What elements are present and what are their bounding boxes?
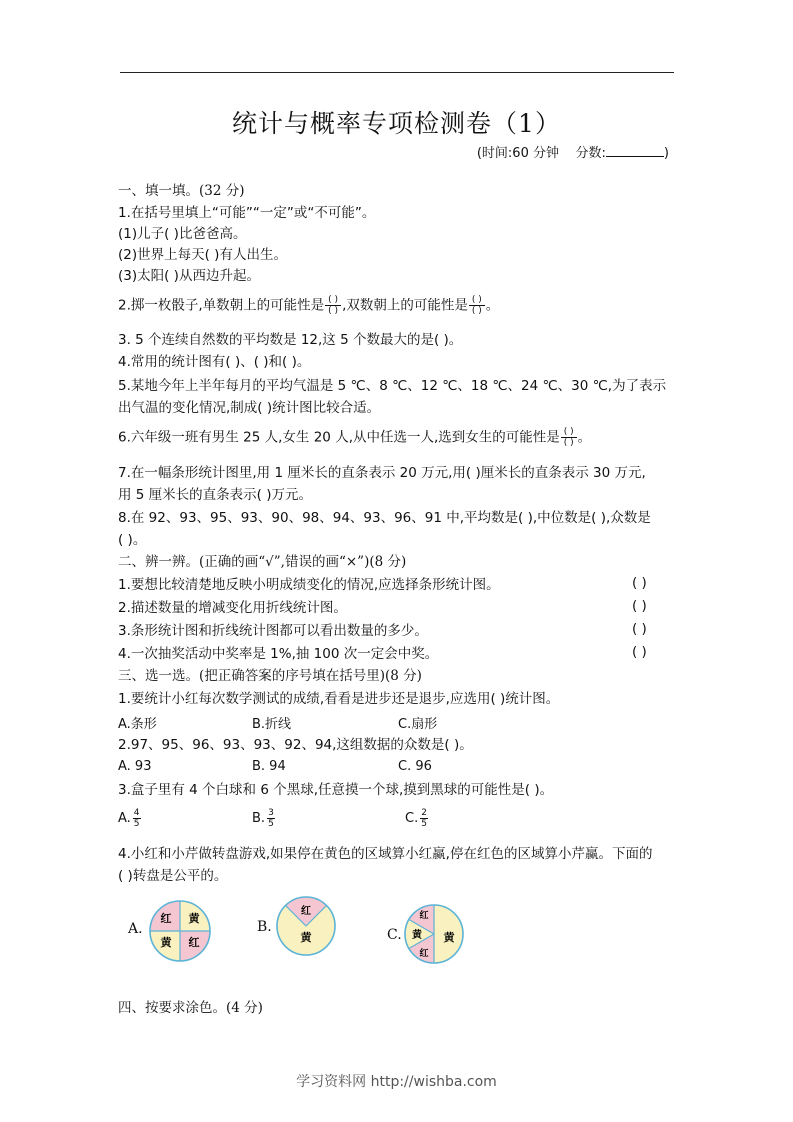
s1-q1c: (3)太阳( )从西边升起。 (118, 268, 260, 284)
s1-q2-part1: 2.掷一枚骰子,单数朝上的可能性是 (118, 297, 325, 314)
section2-heading: 二、辨一辨。(正确的画“√”,错误的画“×”)(8 分) (118, 554, 407, 570)
option-a[interactable]: A.条形 (118, 717, 157, 732)
option-a[interactable]: A. 93 (118, 759, 152, 774)
footer-watermark: 学习资料网 http://wishba.com (296, 1074, 497, 1090)
s1-q5a: 5.某地今年上半年每月的平均气温是 5 ℃、8 ℃、12 ℃、18 ℃、24 ℃、30 ℃,为了表示 (118, 378, 667, 394)
option-fraction: $\frac{2}{5}$ (421, 808, 427, 829)
fraction-blank[interactable]: $\frac{( )}{( )}$ (561, 427, 577, 448)
judge-blank[interactable]: ( ) (632, 575, 647, 591)
s3-q2: 2.97、95、96、93、93、92、94,这组数据的众数是( )。 (118, 737, 473, 753)
spinner-c-red-text: 红 (419, 949, 429, 959)
s2-item: 4.一次抽奖活动中奖率是 1%,抽 100 次一定会中奖。 (118, 646, 439, 662)
fraction-blank[interactable]: $\frac{( )}{( )}$ (325, 295, 341, 316)
option-c[interactable]: C. 96 (398, 759, 432, 774)
time-label: (时间:60 分钟 (476, 146, 559, 161)
judge-blank[interactable]: ( ) (632, 644, 647, 660)
top-rule (120, 72, 674, 73)
spinner-b-yellow-text: 黄 (300, 931, 312, 944)
s3-q1: 1.要统计小红每次数学测试的成绩,看看是进步还是退步,应选用( )统计图。 (118, 691, 560, 707)
s1-q3: 3. 5 个连续自然数的平均数是 12,这 5 个数最大的是( )。 (118, 332, 463, 348)
section3-heading: 三、选一选。(把正确答案的序号填在括号里)(8 分) (118, 668, 422, 684)
option-a[interactable]: A. $\frac{4}{5}$ (118, 808, 140, 829)
judge-blank[interactable]: ( ) (632, 621, 647, 637)
spinner-a-yellow-text: 黄 (160, 936, 172, 949)
option-fraction: $\frac{4}{5}$ (133, 808, 140, 829)
option-b[interactable]: B. 94 (252, 759, 286, 774)
s2-item: 1.要想比较清楚地反映小明成绩变化的情况,应选择条形统计图。 (118, 577, 500, 593)
s1-q7b: 用 5 厘米长的直条表示( )万元。 (118, 487, 312, 503)
option-b[interactable]: B. $\frac{3}{5}$ (252, 808, 274, 829)
s1-q1b: (2)世界上每天( )有人出生。 (118, 247, 287, 263)
spinner-a-yellow-text: 黄 (188, 912, 200, 925)
fraction-blank[interactable]: $\frac{( )}{( )}$ (469, 295, 485, 316)
s1-q7a: 7.在一幅条形统计图里,用 1 厘米长的直条表示 20 万元,用( )厘米长的直条表示 30 万元, (118, 465, 646, 481)
s1-q1a: (1)儿子( )比爸爸高。 (118, 226, 247, 242)
option-fraction: $\frac{3}{5}$ (268, 808, 274, 829)
s3-q3: 3.盒子里有 4 个白球和 6 个黑球,任意摸一个球,摸到黑球的可能性是( )。 (118, 782, 554, 798)
score-blank[interactable] (606, 145, 664, 157)
s3-q4a: 4.小红和小芹做转盘游戏,如果停在黄色的区域算小红赢,停在红色的区域算小芹赢。下面的 (118, 846, 653, 862)
s1-q6-part1: 6.六年级一班有男生 25 人,女生 20 人,从中任选一人,选到女生的可能性是 (118, 429, 560, 446)
spinner-a[interactable] (148, 899, 212, 963)
spinner-c-label[interactable]: C. (387, 927, 402, 943)
section4-heading: 四、按要求涂色。(4 分) (118, 1000, 263, 1016)
s1-q8b: ( )。 (118, 532, 147, 548)
option-b[interactable]: B.折线 (252, 717, 292, 732)
time-score-line (477, 142, 669, 161)
option-c[interactable]: C. $\frac{2}{5}$ (405, 808, 427, 829)
judge-blank[interactable]: ( ) (632, 598, 647, 614)
section1-heading: 一、填一填。(32 分) (118, 183, 245, 199)
option-c[interactable]: C.扇形 (398, 717, 438, 732)
s1-q2-part2: ,双数朝上的可能性是 (342, 297, 468, 314)
score-label: 分数: (575, 146, 606, 161)
spinner-a-red-text: 红 (188, 936, 200, 949)
s1-q6: 6.六年级一班有男生 25 人,女生 20 人,从中任选一人,选到女生的可能性是 $\frac{( )}{( )}$ 。 (118, 427, 592, 448)
s2-item: 2.描述数量的增减变化用折线统计图。 (118, 600, 347, 616)
spinner-a-label[interactable]: A. (128, 921, 143, 937)
spinner-b-red-text: 红 (301, 906, 311, 917)
s1-q4: 4.常用的统计图有( )、( )和( )。 (118, 354, 311, 370)
spinner-c-yellow-text: 黄 (412, 930, 422, 941)
s1-q1: 1.在括号里填上“可能”“一定”或“不可能”。 (118, 205, 376, 221)
spinner-c-yellow-text: 黄 (443, 931, 455, 944)
s1-q2: 2.掷一枚骰子,单数朝上的可能性是 $\frac{( )}{( )}$ ,双数朝上的可能性是 $\frac{( )}{( )}$ 。 (118, 295, 500, 316)
page-title: 统计与概率专项检测卷（1） (232, 109, 561, 138)
s1-q8a: 8.在 92、93、95、93、90、98、94、93、96、91 中,平均数是( ),中位数是( ),众数是 (118, 510, 651, 526)
s2-item: 3.条形统计图和折线统计图都可以看出数量的多少。 (118, 623, 428, 639)
spinner-b[interactable] (275, 895, 337, 957)
meta-close: ) (663, 146, 669, 161)
s3-q4b: ( )转盘是公平的。 (118, 868, 228, 884)
s1-q5b: 出气温的变化情况,制成( )统计图比较合适。 (118, 400, 381, 416)
spinner-c-red-text: 红 (419, 911, 429, 921)
spinner-b-label[interactable]: B. (257, 919, 272, 935)
spinner-a-red-text: 红 (160, 912, 172, 925)
spinner-c[interactable] (403, 903, 465, 965)
